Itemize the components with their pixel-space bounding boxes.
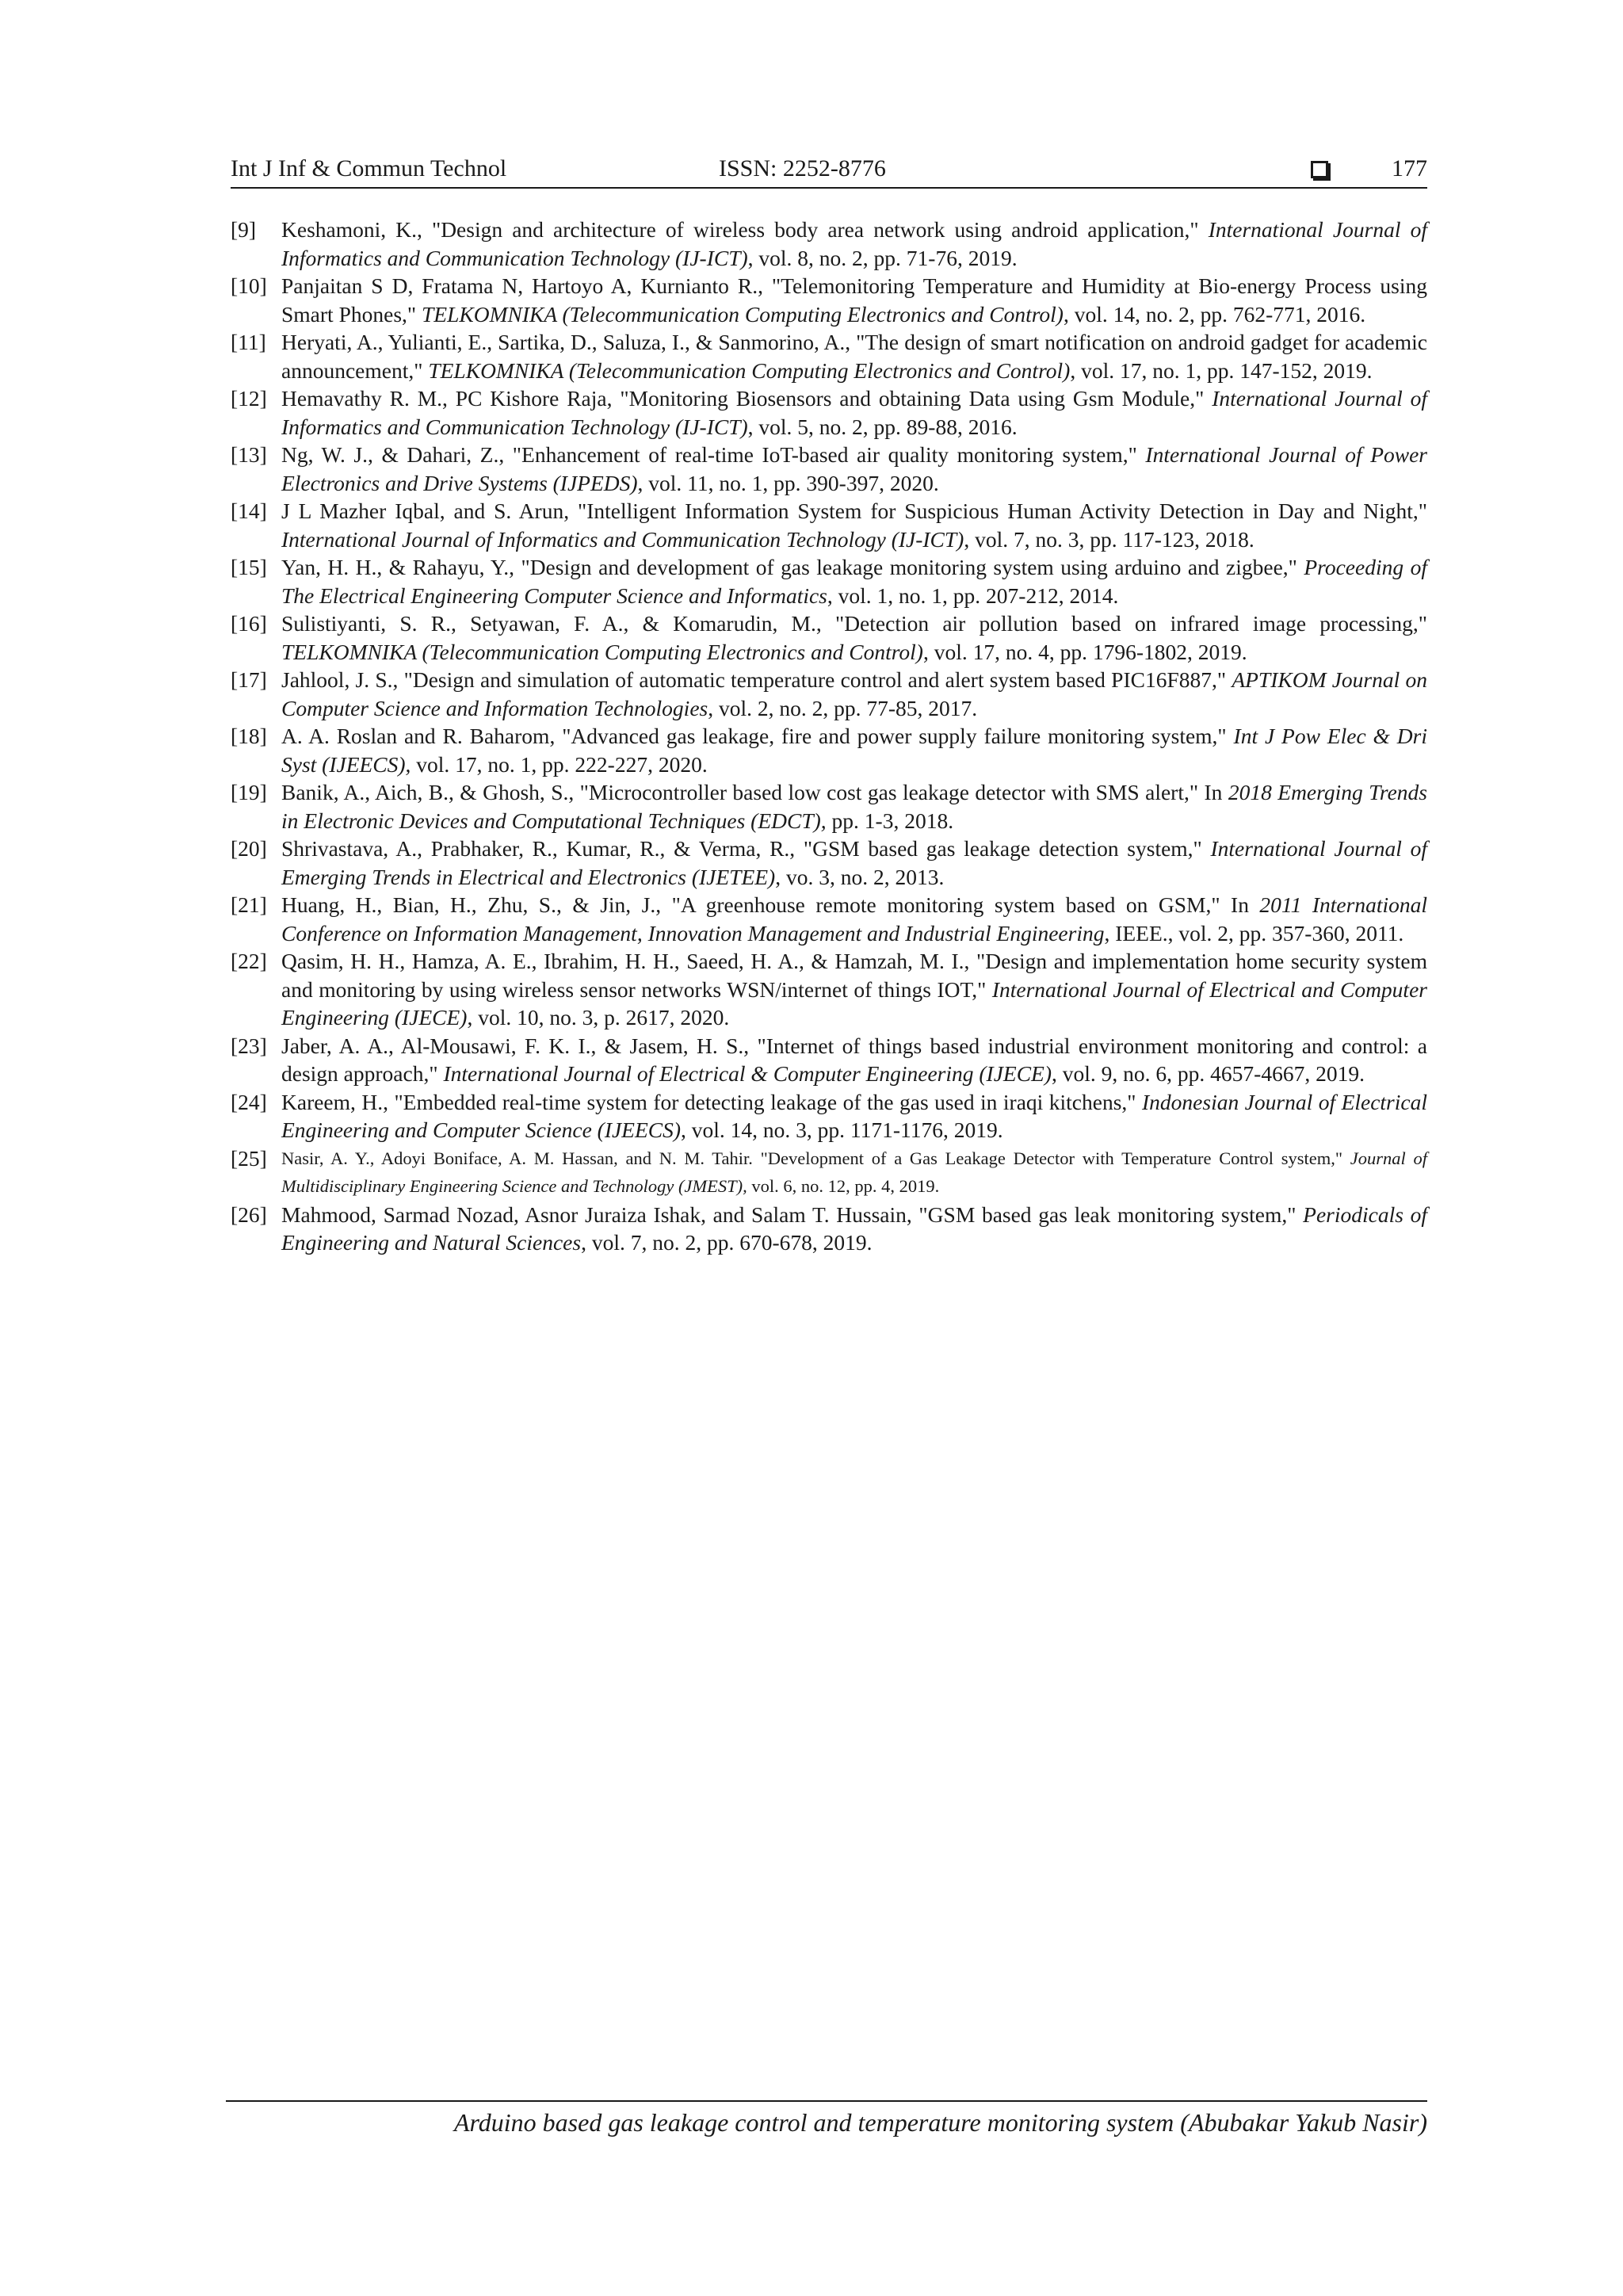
reference-venue: TELKOMNIKA (Telecommunication Computing Electronics and Control) <box>422 301 1064 327</box>
reference-venue: International Journal of Emerging Trends in Electrical and Electronics (IJETEE) <box>281 836 1427 889</box>
reference-authors-title: Ng, W. J., & Dahari, Z., "Enhancement of real-time IoT-based air quality monitoring system," <box>281 442 1146 467</box>
reference-authors-title: Banik, A., Aich, B., & Ghosh, S., "Microcontroller based low cost gas leakage detector with SMS alert," In <box>281 780 1228 804</box>
reference-item <box>231 1032 1427 1088</box>
reference-item <box>231 609 1427 666</box>
reference-venue: APTIKOM Journal on Computer Science and Information Technologies <box>281 667 1427 720</box>
reference-venue: Proceeding of The Electrical Engineering Computer Science and Informatics <box>281 555 1427 608</box>
reference-item <box>231 272 1427 328</box>
reference-text <box>281 328 1427 384</box>
reference-text <box>281 1088 1427 1144</box>
reference-item <box>231 891 1427 947</box>
reference-details: , vol. 17, no. 4, pp. 1796-1802, 2019. <box>922 639 1247 664</box>
reference-authors-title: Heryati, A., Yulianti, E., Sartika, D., Saluza, I., & Sanmorino, A., "The design of smart notification on android gadget for academic announcement," <box>281 330 1427 383</box>
reference-number: [14] <box>231 499 267 523</box>
reference-text <box>281 835 1427 891</box>
reference-item <box>231 1144 1427 1201</box>
reference-authors-title: Kareem, H., "Embedded real-time system for detecting leakage of the gas used in iraqi kitchens," <box>281 1089 1142 1114</box>
reference-venue: Periodicals of Engineering and Natural Sciences <box>281 1201 1427 1255</box>
reference-details: , vol. 2, no. 2, pp. 77-85, 2017. <box>708 695 978 720</box>
reference-number: [23] <box>231 1033 267 1058</box>
reference-text <box>281 216 1427 272</box>
reference-details: , vol. 1, no. 1, pp. 207-212, 2014. <box>827 583 1119 608</box>
reference-venue: International Journal of Informatics and Communication Technology (IJ-ICT) <box>281 386 1427 439</box>
reference-details: , vol. 5, no. 2, pp. 89-88, 2016. <box>747 414 1018 439</box>
footer-article-title: Arduino based gas leakage control and temperature monitoring system (Abubakar Yakub Nasir) <box>453 2108 1427 2137</box>
reference-venue: TELKOMNIKA (Telecommunication Computing Electronics and Control) <box>428 357 1071 383</box>
reference-venue: International Journal of Electrical & Computer Engineering (IJECE) <box>443 1061 1052 1086</box>
page-number: 177 <box>1392 155 1427 181</box>
reference-authors-title: Sulistiyanti, S. R., Setyawan, F. A., & Komarudin, M., "Detection air pollution based on infrared image processing," <box>281 611 1427 636</box>
reference-venue: TELKOMNIKA (Telecommunication Computing Electronics and Control) <box>281 639 923 664</box>
reference-text <box>281 722 1427 778</box>
reference-authors-title: Jaber, A. A., Al-Mousawi, F. K. I., & Jasem, H. S., "Internet of things based industrial environment monitoring and control: a design approach," <box>281 1033 1427 1086</box>
reference-venue: 2018 Emerging Trends in Electronic Devices and Computational Techniques (EDCT), <box>281 780 1427 833</box>
reference-authors-title: Panjaitan S D, Fratama N, Hartoyo A, Kurnianto R., "Telemonitoring Temperature and Humidity at Bio-energy Process using Smart Phones," <box>281 273 1427 327</box>
reference-authors-title: A. A. Roslan and R. Baharom, "Advanced gas leakage, fire and power supply failure monitoring system," <box>281 724 1234 748</box>
reference-number: [20] <box>231 836 267 861</box>
reference-item <box>231 553 1427 609</box>
reference-venue: Journal of Multidisciplinary Engineering Science and Technology (JMEST), <box>281 1148 1427 1196</box>
reference-authors-title: Keshamoni, K., "Design and architecture of wireless body area network using android application," <box>281 217 1209 242</box>
reference-item <box>231 497 1427 553</box>
square-box-icon <box>1311 161 1328 178</box>
reference-number: [26] <box>231 1201 267 1227</box>
reference-number: [9] <box>231 217 257 242</box>
reference-text <box>281 778 1427 835</box>
reference-item <box>231 384 1427 441</box>
reference-number: [17] <box>231 667 267 692</box>
reference-authors-title: Jahlool, J. S., "Design and simulation of automatic temperature control and alert system based PIC16F887," <box>281 667 1232 692</box>
reference-item <box>231 722 1427 778</box>
reference-item <box>231 216 1427 272</box>
reference-number: [21] <box>231 892 267 917</box>
reference-text <box>281 609 1427 666</box>
reference-venue: International Journal of Informatics and Communication Technology (IJ-ICT) <box>281 217 1427 270</box>
reference-authors-title: J L Mazher Iqbal, and S. Arun, "Intelligent Information System for Suspicious Human Activity Detection in Day and Night," <box>281 499 1427 523</box>
reference-item <box>231 947 1427 1032</box>
reference-item <box>231 835 1427 891</box>
reference-item <box>231 1201 1427 1257</box>
reference-authors-title: Hemavathy R. M., PC Kishore Raja, "Monitoring Biosensors and obtaining Data using Gsm Module," <box>281 386 1212 411</box>
reference-authors-title: Shrivastava, A., Prabhaker, R., Kumar, R., & Verma, R., "GSM based gas leakage detection system," <box>281 836 1211 861</box>
reference-details: , vol. 14, no. 2, pp. 762-771, 2016. <box>1063 301 1366 327</box>
reference-authors-title: Nasir, A. Y., Adoyi Boniface, A. M. Hassan, and N. M. Tahir. "Development of a Gas Leakage Detector with Temperature Control system," <box>281 1148 1350 1168</box>
reference-text <box>281 1032 1427 1088</box>
reference-number: [24] <box>231 1089 267 1114</box>
reference-text <box>281 1144 1427 1201</box>
reference-venue: 2011 International Conference on Information Management, Innovation Management and Industrial Engineering <box>281 892 1427 946</box>
reference-list <box>231 216 1427 1257</box>
reference-authors-title: Mahmood, Sarmad Nozad, Asnor Juraiza Ishak, and Salam T. Hussain, "GSM based gas leak monitoring system," <box>281 1201 1304 1227</box>
reference-authors-title: Yan, H. H., & Rahayu, Y., "Design and development of gas leakage monitoring system using arduino and zigbee," <box>281 555 1304 579</box>
reference-text <box>281 441 1427 497</box>
reference-item <box>231 441 1427 497</box>
reference-authors-title: Qasim, H. H., Hamza, A. E., Ibrahim, H. H., Saeed, H. A., & Hamzah, M. I., "Design and implementation home security system and monitoring by using wireless sensor networks WSN/internet of things IOT," <box>281 949 1427 1002</box>
reference-venue: International Journal of Electrical and Computer Engineering (IJECE) <box>281 976 1427 1030</box>
running-header <box>231 155 1427 189</box>
reference-text <box>281 1201 1427 1257</box>
reference-details: , vo. 3, no. 2, 2013. <box>775 864 945 889</box>
reference-number: [22] <box>231 949 267 973</box>
reference-text <box>281 272 1427 328</box>
reference-venue: Indonesian Journal of Electrical Engineering and Computer Science (IJEECS) <box>281 1089 1427 1142</box>
reference-details: , vol. 11, no. 1, pp. 390-397, 2020. <box>637 470 939 495</box>
reference-number: [11] <box>231 330 266 354</box>
reference-details: , vol. 14, no. 3, pp. 1171-1176, 2019. <box>681 1117 1003 1142</box>
reference-number: [12] <box>231 386 267 411</box>
reference-venue: International Journal of Power Electronics and Drive Systems (IJPEDS) <box>281 442 1427 495</box>
reference-number: [18] <box>231 724 267 748</box>
reference-details: , vol. 8, no. 2, pp. 71-76, 2019. <box>747 245 1018 270</box>
reference-details: , vol. 10, no. 3, p. 2617, 2020. <box>467 1005 730 1030</box>
reference-text <box>281 666 1427 722</box>
reference-details: , vol. 17, no. 1, pp. 147-152, 2019. <box>1070 357 1373 383</box>
journal-abbreviation: Int J Inf & Commun Technol <box>231 155 507 181</box>
reference-number: [13] <box>231 442 267 467</box>
reference-details: vol. 17, no. 1, pp. 222-227, 2020. <box>411 751 708 777</box>
reference-details: , vol. 9, no. 6, pp. 4657-4667, 2019. <box>1052 1061 1365 1086</box>
reference-number: [25] <box>231 1145 267 1171</box>
reference-text <box>281 947 1427 1032</box>
running-footer <box>226 2100 1427 2137</box>
reference-text <box>281 384 1427 441</box>
reference-item <box>231 778 1427 835</box>
reference-authors-title: Huang, H., Bian, H., Zhu, S., & Jin, J., "A greenhouse remote monitoring system based on GSM," In <box>281 892 1260 917</box>
reference-venue: Int J Pow Elec & Dri Syst (IJEECS), <box>281 724 1427 777</box>
reference-details: pp. 1-3, 2018. <box>826 808 954 833</box>
reference-text <box>281 497 1427 553</box>
reference-text <box>281 891 1427 947</box>
reference-venue: International Journal of Informatics and Communication Technology (IJ-ICT) <box>281 526 964 552</box>
reference-details: vol. 6, no. 12, pp. 4, 2019. <box>747 1176 940 1196</box>
reference-item <box>231 1088 1427 1144</box>
reference-number: [15] <box>231 555 267 579</box>
reference-number: [16] <box>231 611 267 636</box>
reference-details: , vol. 7, no. 2, pp. 670-678, 2019. <box>581 1230 873 1255</box>
reference-details: , vol. 7, no. 3, pp. 117-123, 2018. <box>964 526 1254 552</box>
issn-label: ISSN: 2252-8776 <box>719 155 886 181</box>
reference-number: [10] <box>231 273 267 298</box>
reference-number: [19] <box>231 780 267 804</box>
reference-item <box>231 666 1427 722</box>
reference-item <box>231 328 1427 384</box>
reference-text <box>281 553 1427 609</box>
reference-details: , IEEE., vol. 2, pp. 357-360, 2011. <box>1104 920 1404 946</box>
